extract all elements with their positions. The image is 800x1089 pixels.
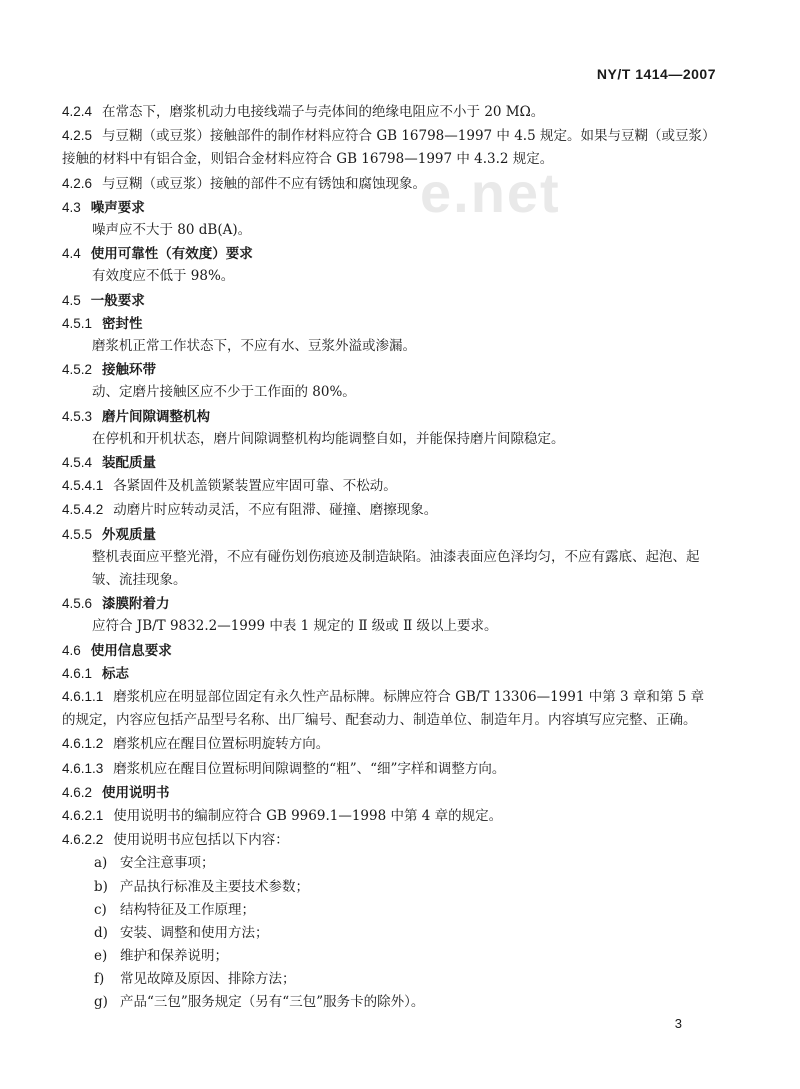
list-item	[62, 945, 710, 968]
list-text: 安全注意事项；	[120, 855, 215, 872]
paragraph-text: 磨浆机正常工作状态下，不应有水、豆浆外溢或渗漏。	[92, 337, 416, 354]
list-item	[62, 852, 710, 875]
clause	[62, 685, 710, 732]
paragraph-text: 动、定磨片接触区应不少于工作面的 80%。	[92, 384, 356, 401]
clause-number: 4.5.2	[62, 362, 93, 378]
paragraph-text: 应符合 JB/T 9832.2—1999 中表 1 规定的 Ⅱ 级或 Ⅱ 级以上要求。	[92, 618, 498, 635]
paragraph-text: 有效度应不低于 98%。	[92, 268, 235, 285]
list-text: 产品执行标准及主要技术参数；	[120, 878, 309, 895]
list-label: a)	[94, 855, 108, 872]
heading-text: 一般要求	[90, 292, 145, 309]
paragraph-body	[62, 335, 710, 358]
clause-text: 磨浆机应在醒目位置标明旋转方向。	[113, 736, 330, 753]
list-item	[62, 922, 710, 945]
heading-text: 外观质量	[102, 526, 157, 543]
paragraph-text: 在停机和开机状态，磨片间隙调整机构均能调整自如，并能保持磨片间隙稳定。	[92, 430, 565, 447]
list-item	[62, 968, 710, 991]
list-text: 产品“三包”服务规定（另有“三包”服务卡的除外）。	[120, 994, 425, 1011]
clause-number: 4.5.3	[62, 408, 93, 424]
heading-text: 接触环带	[102, 362, 157, 379]
clause-number: 4.2.5	[62, 128, 93, 144]
heading-text: 漆膜附着力	[102, 596, 170, 613]
clause	[62, 172, 710, 196]
clause-text: 磨浆机应在醒目位置标明间隙调整的“粗”、“细”字样和调整方向。	[113, 760, 506, 777]
list-text: 常见故障及原因、排除方法；	[120, 971, 296, 988]
clause-number: 4.2.4	[62, 104, 93, 119]
clause-number: 4.5.1	[62, 315, 93, 331]
document-body	[62, 100, 710, 1015]
list-label: g)	[94, 994, 108, 1011]
list-label: b)	[94, 878, 108, 895]
clause	[62, 732, 710, 756]
heading-text: 磨片间隙调整机构	[102, 408, 211, 425]
clause-number: 4.5.5	[62, 526, 93, 542]
clause-number: 4.5	[62, 292, 81, 308]
clause-number: 4.6.2.1	[62, 807, 104, 823]
heading-text: 标志	[102, 665, 130, 682]
list-label: c)	[94, 901, 107, 918]
clause-number: 4.6.1.3	[62, 760, 104, 776]
clause-number: 4.4	[62, 246, 81, 262]
paragraph-text: 整机表面应平整光滑，不应有碰伤划伤痕迹及制造缺陷。油漆表面应色泽均匀，不应有露底、起泡、起皱、流挂现象。	[92, 548, 700, 588]
clause-number: 4.2.6	[62, 175, 93, 191]
heading-text: 使用可靠性（有效度）要求	[90, 246, 253, 263]
list-text: 安装、调整和使用方法；	[120, 924, 269, 941]
section-heading	[62, 358, 710, 381]
clause-number: 4.5.6	[62, 596, 93, 612]
clause-number: 4.5.4	[62, 454, 93, 470]
section-heading	[62, 639, 710, 662]
section-heading	[62, 451, 710, 474]
section-heading	[62, 242, 710, 265]
standard-code-header: NY/T 1414—2007	[596, 66, 716, 82]
list-text: 维护和保养说明；	[120, 948, 228, 965]
heading-text: 装配质量	[102, 454, 157, 471]
clause-number: 4.6.1.2	[62, 736, 104, 752]
section-heading	[62, 781, 710, 804]
clause	[62, 828, 710, 852]
section-heading	[62, 196, 710, 219]
list-item	[62, 876, 710, 899]
list-item	[62, 991, 710, 1014]
section-heading	[62, 405, 710, 428]
clause-text: 磨浆机应在明显部位固定有永久性产品标牌。标牌应符合 GB/T 13306—1991 中第 3 章和第 5 章的规定，内容应包括产品型号名称、出厂编号、配套动力、制造单位、制造年月。内容填写应完整、正确。	[62, 688, 705, 729]
list-item	[62, 899, 710, 922]
heading-text: 使用信息要求	[90, 642, 172, 659]
clause-number: 4.6.1	[62, 665, 93, 681]
clause	[62, 474, 710, 498]
section-heading	[62, 523, 710, 546]
section-heading	[62, 312, 710, 335]
clause-text: 与豆糊（或豆浆）接触的部件不应有锈蚀和腐蚀现象。	[102, 175, 427, 192]
clause-text: 各紧固件及机盖锁紧装置应牢固可靠、不松动。	[113, 478, 397, 495]
paragraph-body	[62, 428, 710, 451]
clause-text: 动磨片时应转动灵活，不应有阻滞、碰撞、磨擦现象。	[113, 502, 438, 519]
clause	[62, 124, 710, 171]
clause	[62, 804, 710, 828]
clause	[62, 757, 710, 781]
list-label: f)	[94, 971, 105, 988]
heading-text: 使用说明书	[102, 784, 170, 801]
section-heading	[62, 662, 710, 685]
clause-text: 使用说明书的编制应符合 GB 9969.1—1998 中第 4 章的规定。	[113, 807, 503, 824]
clause-number: 4.5.4.2	[62, 502, 104, 518]
clause-number: 4.6.1.1	[62, 688, 104, 704]
clause-text: 在常态下，磨浆机动力电接线端子与壳体间的绝缘电阻应不小于 20 MΩ。	[102, 104, 545, 120]
clause-number: 4.3	[62, 199, 81, 215]
clause-text: 使用说明书应包括以下内容：	[113, 832, 289, 849]
watermark-text: e.net	[420, 161, 561, 224]
paragraph-body	[62, 546, 710, 592]
paragraph-text: 噪声应不大于 80 dB(A)。	[92, 222, 252, 238]
clause	[62, 498, 710, 522]
section-heading	[62, 592, 710, 615]
paragraph-body	[62, 381, 710, 404]
clause-number: 4.6	[62, 642, 81, 658]
heading-text: 噪声要求	[90, 199, 145, 216]
paragraph-body	[62, 615, 710, 638]
page-number: 3	[674, 1016, 682, 1031]
list-text: 结构特征及工作原理；	[120, 901, 255, 918]
clause	[62, 100, 710, 124]
clause-number: 4.5.4.1	[62, 478, 104, 494]
list-label: e)	[94, 948, 108, 965]
clause-number: 4.6.2.2	[62, 832, 104, 848]
paragraph-body	[62, 219, 710, 242]
list-label: d)	[94, 924, 108, 941]
clause-number: 4.6.2	[62, 784, 93, 800]
paragraph-body	[62, 265, 710, 288]
clause-text: 与豆糊（或豆浆）接触部件的制作材料应符合 GB 16798—1997 中 4.5 规定。如果与豆糊（或豆浆）接触的材料中有铝合金，则铝合金材料应符合 GB 16798—1997 中 4.3.2 规定。	[62, 128, 709, 168]
heading-text: 密封性	[102, 315, 143, 332]
section-heading	[62, 289, 710, 312]
